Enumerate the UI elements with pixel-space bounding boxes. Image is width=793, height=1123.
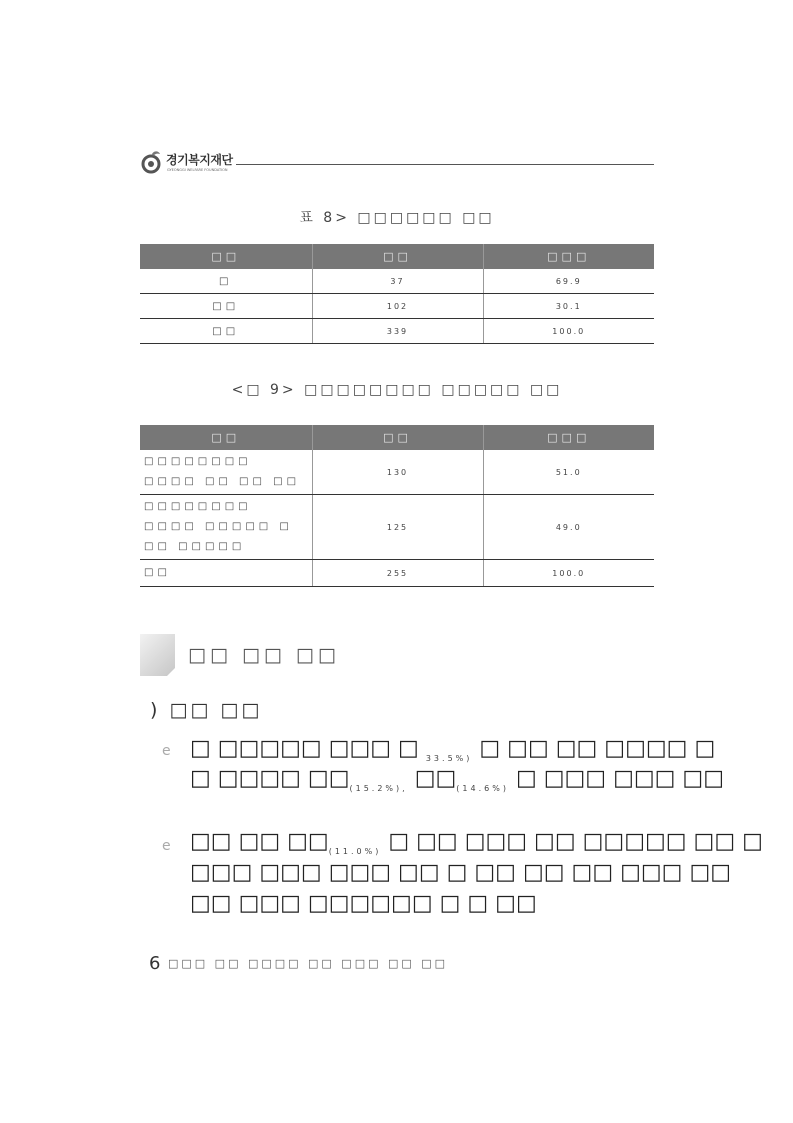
row-label: □□ [140,319,312,344]
percent-note: (11.0%) [328,847,382,856]
row-count: 255 [312,560,483,587]
line-text: □ □□□□ □□ [190,766,350,791]
table-row [140,294,654,319]
column-header: □□ [140,425,312,450]
table-header-row [140,425,654,450]
footer-title: □□□ □□ □□□□ □□ □□□ □□ □□ [168,957,449,970]
row-percent: 100.0 [483,319,654,344]
header-rule [236,164,654,165]
column-header: □□ [312,244,483,269]
bullet-icon: e [162,743,171,759]
line-text: □□ □□ □□ [190,829,329,854]
table8 [140,244,654,344]
page-number: 6 [149,953,161,974]
paragraph-line: □□□ □□□ □□□ □□ □ □□ □□ □□ □□□ □□ [190,860,732,885]
logo-subtitle: GYEONGGI WELFARE FOUNDATION [167,168,228,172]
row-label: □ [140,269,312,294]
row-count: 37 [312,269,483,294]
table-row [140,495,654,560]
section-marker-icon [140,634,175,676]
line-text: □ □□□ □□□ □□ [515,766,724,791]
row-percent: 69.9 [483,269,654,294]
table-row [140,450,654,495]
row-percent: 100.0 [483,560,654,587]
percent-note: 33.5%) [425,754,473,763]
table9-caption: <□ 9> □□□□□□□□ □□□□□ □□ [231,382,563,398]
line-text: □ □□ □□□ □□ □□□□□ □□ □ [388,829,763,854]
table9 [140,425,654,587]
row-label: □□ [140,294,312,319]
row-count: 339 [312,319,483,344]
line-text: □ □□ □□ □□□□ □ [479,736,716,761]
row-percent: 51.0 [483,450,654,495]
row-label: □□□□□□□□ □□□□ □□□□□ □ □□ □□□□□ [140,495,312,560]
row-count: 130 [312,450,483,495]
column-header: □□□ [483,425,654,450]
table-row [140,560,654,587]
row-label: □□□□□□□□ □□□□ □□ □□ □□ [140,450,312,495]
column-header: □□ [312,425,483,450]
foundation-logo [140,150,232,176]
line-text: □□ [414,766,457,791]
table-header-row [140,244,654,269]
row-count: 125 [312,495,483,560]
table-row [140,269,654,294]
column-header: □□□ [483,244,654,269]
table-row [140,319,654,344]
bullet-icon: e [162,838,171,854]
logo-mark-icon [140,150,162,174]
percent-note: (14.6%) [456,784,509,793]
row-count: 102 [312,294,483,319]
paragraph-line [190,765,724,803]
row-label: □□ [140,560,312,587]
row-percent: 49.0 [483,495,654,560]
table8-caption: 표 8> □□□□□□ □□ [299,210,495,226]
paragraph-line: □□ □□□ □□□□□□ □ □ □□ [190,891,537,916]
line-text: □ □□□□□ □□□ □ [190,736,419,761]
section-title: □□ □□ □□ [188,644,340,666]
column-header: □□ [140,244,312,269]
row-percent: 30.1 [483,294,654,319]
subsection-title: ) □□ □□ [150,699,263,721]
percent-note: (15.2%), [349,784,408,793]
logo-name: 경기복지재단 [166,153,233,167]
